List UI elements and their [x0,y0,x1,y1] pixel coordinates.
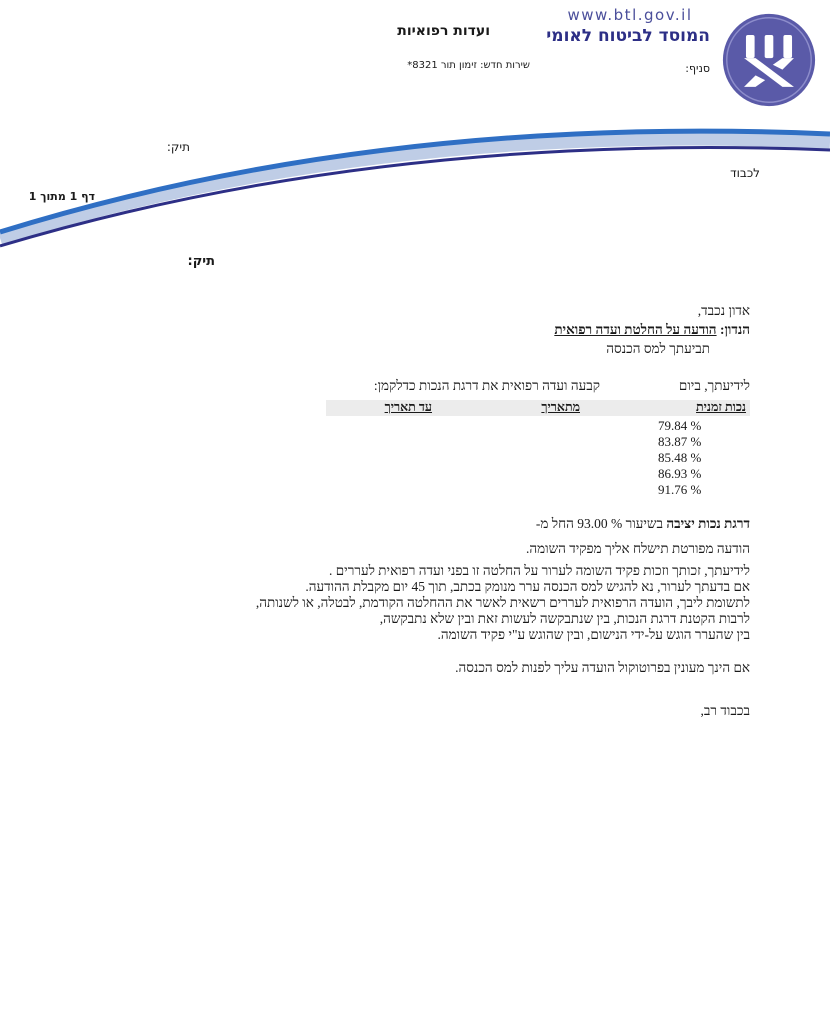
protocol-text: אם הינך מעונין בפרוטוקול הועדה עליך לפנות למס הכנסה. [455,660,750,675]
subject-subtitle: תביעתך למס הכנסה [606,341,710,356]
paragraph-line: בין שהערר הוגש על-ידי הנישום, ובין שהוגש ע"י פקיד השומה. [437,627,750,642]
table-row: 85.48 % [658,450,702,465]
file-label-top: תיק: [166,140,190,154]
website-url[interactable]: www.btl.gov.il [567,6,693,24]
permanent-disability-rate: בשיעור % 93.00 החל מ- [535,516,663,531]
column-header-temporary: נכות זמנית [696,400,746,414]
salutation: אדון נכבד, [697,303,750,318]
notice-text: הודעה מפורטת תישלח אליך מפקיד השומה. [525,541,750,556]
subject-prefix: הנדון: [719,322,750,337]
file-label-secondary: תיק: [187,254,215,269]
page-count: דף 1 מתוך 1 [28,190,95,203]
btl-logo [721,12,817,108]
permanent-disability-line [440,516,750,532]
disability-table-rows [640,418,740,498]
service-line: שירות חדש: זימון תור 8321* [407,60,530,71]
table-row: 83.87 % [658,434,702,449]
paragraph-line: אם בדעתך לערור, נא להגיש למס הכנסה ערר מנומק בכתב, תוך 45 יום מקבלת ההודעה. [305,579,750,594]
subject-line [380,322,750,338]
column-header-to-date: עד תאריך [384,400,432,414]
paragraph-line: לתשומת ליבך, הועדה הרפואית לעררים רשאית לאשר את ההחלטה הקודמת, לבטלה, או לשנותה, [255,595,750,610]
paragraph-line: לרבות הקטנת דרגת הנכות, בין שנתבקשה לעשות זאת ובין שלא נתבקשה, [379,611,750,626]
closing-regards: בכבוד רב, [700,703,750,718]
organization-name: המוסד לביטוח לאומי [546,26,710,46]
table-row: 79.84 % [658,418,702,433]
intro-decision-text: קבעה ועדה רפואית את דרגת הנכות כדלקמן: [373,378,600,393]
permanent-disability-label: דרגת נכות יציבה [666,516,750,531]
appeal-paragraph [110,563,750,643]
subject-text: הודעה על החלטת ועדה רפואית [554,322,717,337]
committee-title: ועדות רפואיות [397,23,490,39]
recipient-label: לכבוד [730,166,760,180]
table-row: 86.93 % [658,466,702,481]
table-row: 91.76 % [658,482,702,497]
column-header-from-date: מתאריך [541,400,580,414]
paragraph-line: לידיעתך, זכותך וזכות פקיד השומה לערור על החלטה זו בפני ועדה רפואית לעררים . [329,563,750,578]
intro-date-text: לידיעתך, ביום [678,378,750,393]
disability-table-header [326,400,750,416]
branch-label: סניף: [685,62,710,75]
